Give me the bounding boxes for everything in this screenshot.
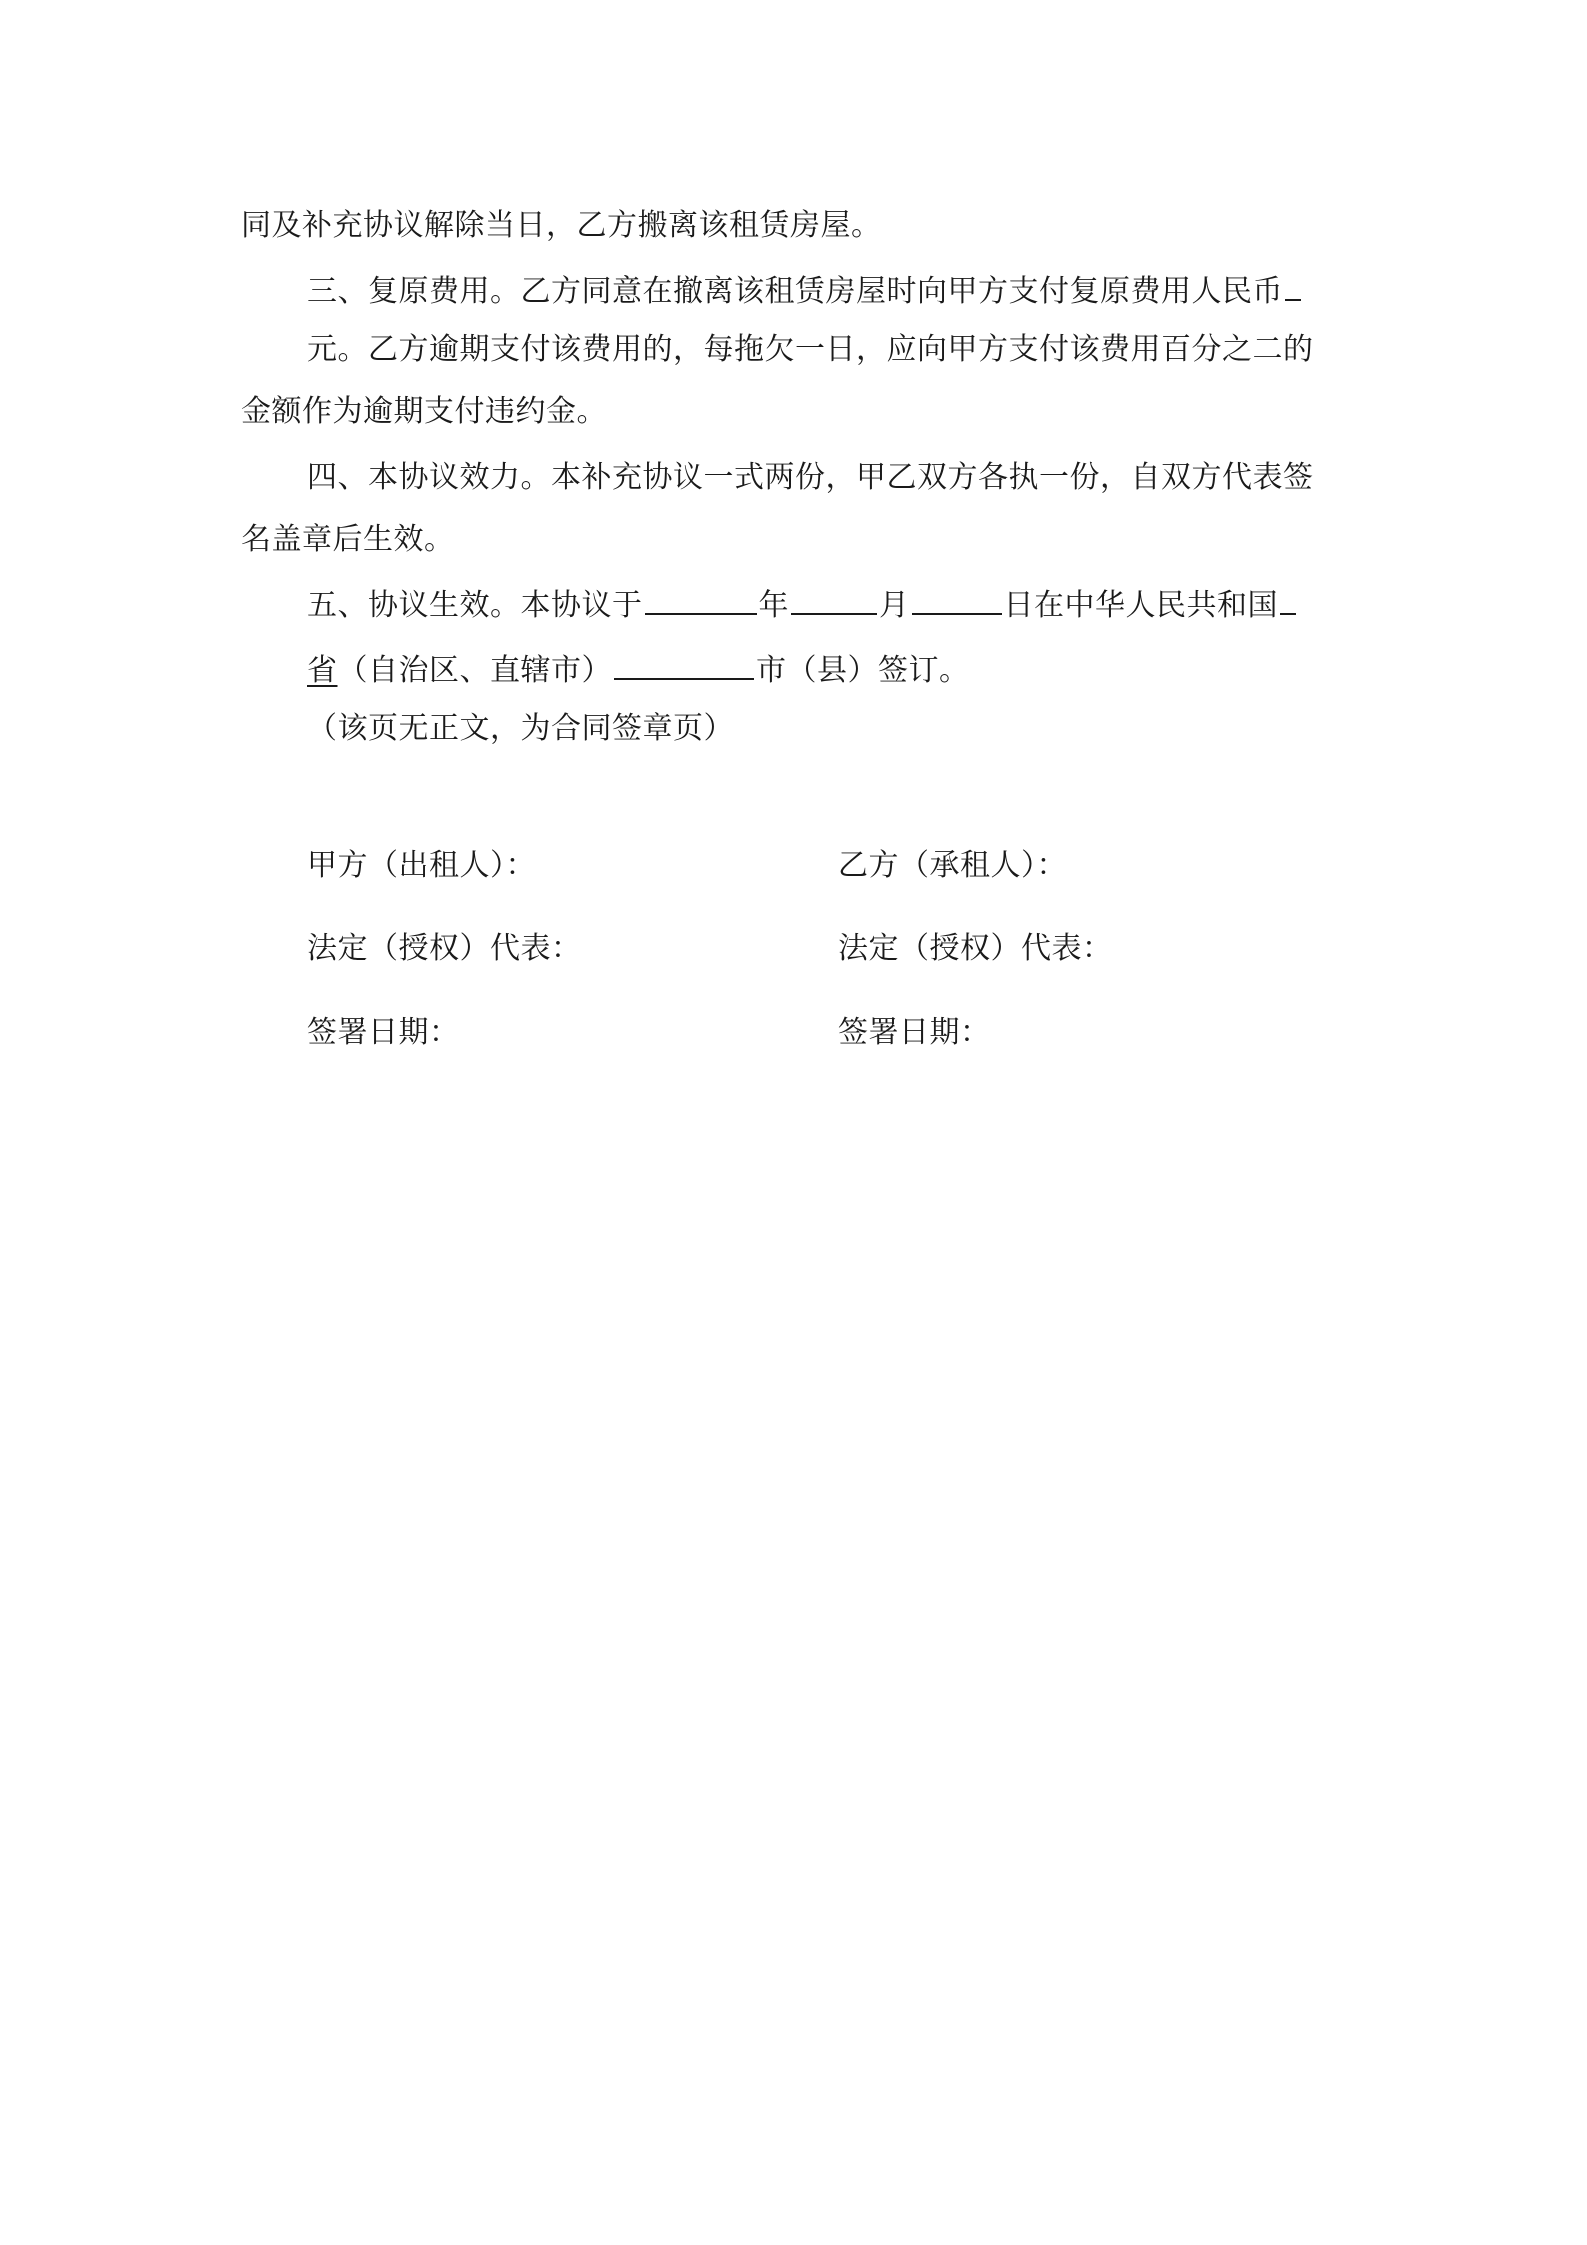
- clause-4-line: [307, 457, 1314, 499]
- paragraph-text: 金额作为逾期支付违约金。: [241, 394, 607, 429]
- clause-3-line: [307, 267, 1303, 313]
- location-line: [307, 646, 970, 692]
- signature-page-note: [307, 708, 734, 750]
- paragraph-line: [307, 329, 1314, 371]
- party-a-label: 甲方（出租人）：: [307, 848, 536, 883]
- clause-5-line: [307, 581, 1298, 627]
- paragraph-text: （该页无正文，为合同签章页）: [307, 711, 734, 746]
- year-label: 年: [758, 588, 789, 623]
- province-blank[interactable]: [1280, 581, 1296, 615]
- location-text: 日在中华人民共和国: [1003, 588, 1278, 623]
- paragraph-text: 名盖章后生效。: [241, 522, 455, 557]
- paragraph-text: 五、协议生效。本协议于: [307, 588, 643, 623]
- month-blank[interactable]: [791, 581, 877, 615]
- paragraph-text: 同及补充协议解除当日，乙方搬离该租赁房屋。: [241, 208, 882, 243]
- paragraph-text: 三、复原费用。乙方同意在撤离该租赁房屋时向甲方支付复原费用人民币: [307, 274, 1283, 309]
- party-a-representative-label: 法定（授权）代表：: [307, 931, 582, 966]
- city-blank[interactable]: [614, 646, 754, 680]
- party-b-label: 乙方（承租人）：: [838, 848, 1067, 883]
- paragraph-line: [241, 519, 455, 561]
- amount-blank[interactable]: [1285, 267, 1301, 301]
- region-text: （自治区、直辖市）: [337, 653, 612, 688]
- city-text: 市（县）签订。: [756, 653, 970, 688]
- party-b-representative-label: 法定（授权）代表：: [838, 931, 1113, 966]
- province-label: 省: [307, 653, 338, 688]
- paragraph-text: 四、本协议效力。本补充协议一式两份，甲乙双方各执一份，自双方代表签: [307, 460, 1314, 495]
- paragraph-line: [241, 391, 607, 433]
- paragraph-line: [241, 205, 882, 247]
- day-blank[interactable]: [912, 581, 1002, 615]
- party-a-date-label: 签署日期：: [307, 1015, 460, 1050]
- paragraph-text: 元。乙方逾期支付该费用的，每拖欠一日，应向甲方支付该费用百分之二的: [307, 332, 1314, 367]
- year-blank[interactable]: [645, 581, 757, 615]
- month-label: 月: [879, 588, 910, 623]
- party-b-date-label: 签署日期：: [838, 1015, 991, 1050]
